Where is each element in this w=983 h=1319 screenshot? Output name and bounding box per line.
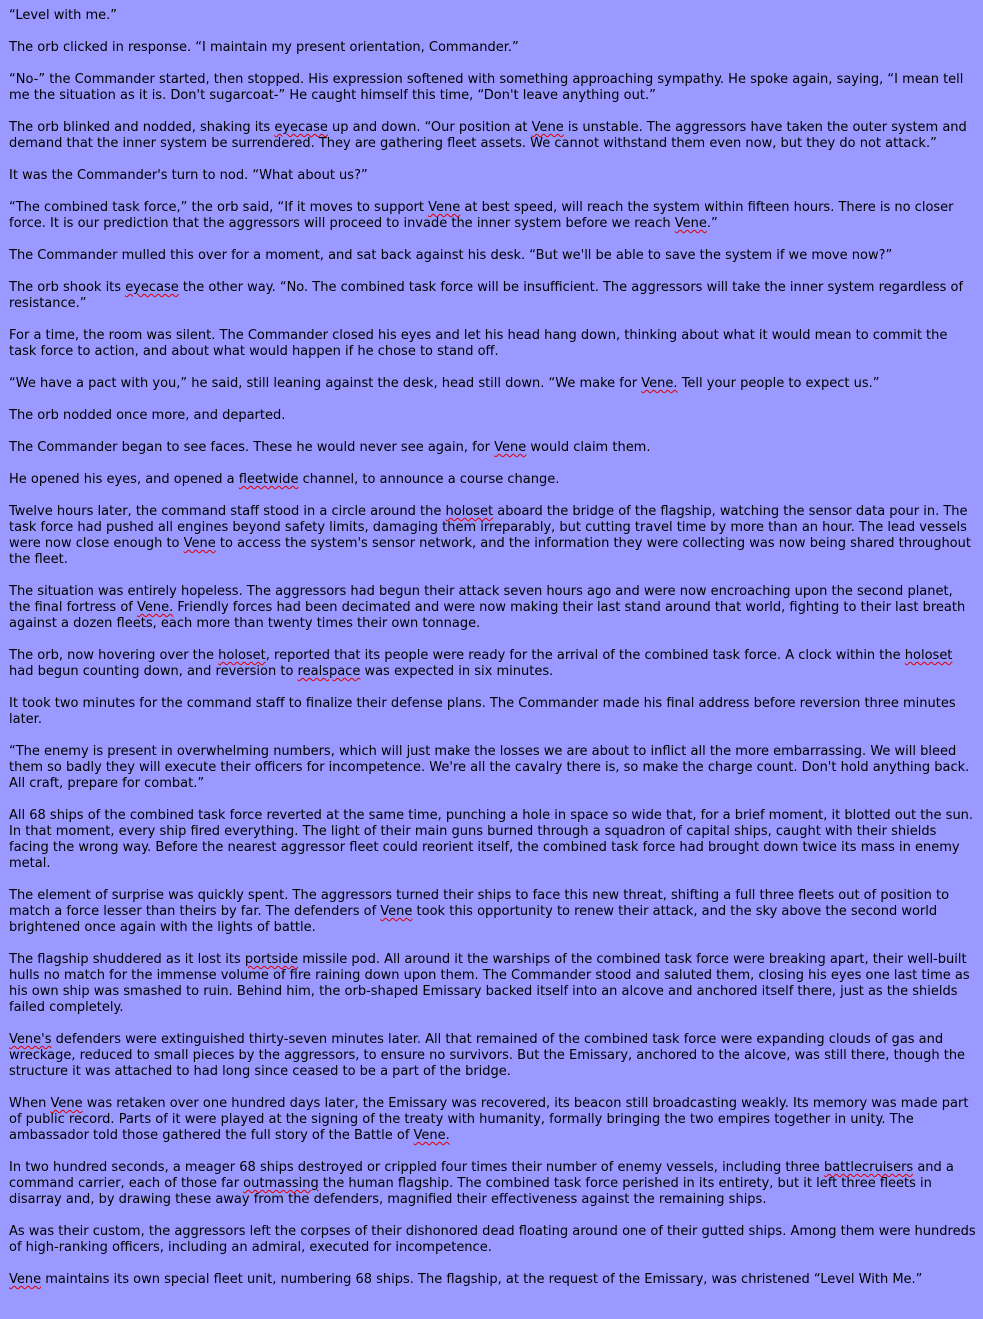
text-run: The Commander began to see faces. These he would never see again, for: [9, 440, 495, 455]
text-run: For a time, the room was silent. The Commander closed his eyes and let his head hang down, thinking about what it would mean to commit the task force to action, and about what would happen if he chose to stand off.: [9, 328, 948, 359]
misspelled-word: Vene: [183, 536, 216, 551]
misspelled-word: fleetwide: [238, 472, 299, 487]
story-paragraph: [9, 328, 977, 360]
text-run: was retaken over one hundred days later, the Emissary was recovered, its beacon still broadcasting weakly. Its memory was made part of public record. Parts of it were played at the signing of the treaty with humanity, formally bringing the two empires together in unity. The ambassador told those gathered the full story of the Battle of: [9, 1096, 969, 1143]
story-paragraph: [9, 72, 977, 104]
misspelled-word: Vene's: [9, 1032, 52, 1047]
misspelled-word: Vene: [674, 216, 707, 231]
misspelled-word: realspace: [297, 664, 361, 679]
text-run: is unstable. The aggressors have taken the outer system and demand that the inner system be surrendered. They are gathering fleet assets. We cannot withstand them even now, but they do not attack.”: [9, 120, 967, 151]
text-run: up and down. “Our position at: [327, 120, 532, 135]
story-paragraph: [9, 440, 977, 456]
story-paragraph: [9, 1224, 977, 1256]
text-run: had begun counting down, and reversion to: [9, 664, 298, 679]
story-paragraph: [9, 648, 977, 680]
text-run: It took two minutes for the command staff to finalize their defense plans. The Commander made his final address before reversion three minutes later.: [9, 696, 956, 727]
text-run: the human flagship. The combined task force perished in its entirety, but it left three fleets in disarray and, by drawing these away from the defenders, magnified their effectiveness against the remaining ships.: [9, 1176, 932, 1207]
misspelled-word: eyecase: [274, 120, 328, 135]
text-run: It was the Commander's turn to nod. “What about us?”: [9, 168, 368, 183]
text-run: at best speed, will reach the system within fifteen hours. There is no closer force. It is our prediction that the aggressors will proceed to invade the inner system before we reach: [9, 200, 954, 231]
text-run: The flagship shuddered as it lost its: [9, 952, 245, 967]
text-run: In two hundred seconds, a meager 68 ships destroyed or crippled four times their number of enemy vessels, including three: [9, 1160, 824, 1175]
story-paragraph: [9, 504, 977, 568]
text-run: When: [9, 1096, 51, 1111]
text-run: the other way. “No. The combined task force will be insufficient. The aggressors will take the inner system regardless of resistance.”: [9, 280, 964, 311]
text-run: The orb, now hovering over the: [9, 648, 219, 663]
text-run: aboard the bridge of the flagship, watching the sensor data pour in. The task force had pushed all engines beyond safety limits, damaging them irreparably, but cutting travel time by more than an hour. The lead vessels were now close enough to: [9, 504, 968, 551]
story-paragraph: [9, 8, 977, 24]
text-run: The Commander mulled this over for a moment, and sat back against his desk. “But we'll be able to save the system if we move now?”: [9, 248, 893, 263]
text-run: As was their custom, the aggressors left the corpses of their dishonored dead floating around one of their gutted ships. Among them were hundreds of high-ranking officers, including an admiral, executed for incompetence.: [9, 1224, 976, 1255]
text-run: Twelve hours later, the command staff stood in a circle around the: [9, 504, 446, 519]
misspelled-word: eyecase: [125, 280, 179, 295]
text-run: to access the system's sensor network, and the information they were collecting was now being shared throughout the fleet.: [9, 536, 971, 567]
text-run: and a command carrier, each of those far: [9, 1160, 954, 1191]
misspelled-word: Vene: [531, 120, 564, 135]
story-paragraph: [9, 744, 977, 792]
text-run: The orb clicked in response. “I maintain my present orientation, Commander.”: [9, 40, 519, 55]
text-run: , reported that its people were ready for the arrival of the combined task force. A clock within the: [265, 648, 905, 663]
story-paragraph: [9, 584, 977, 632]
text-run: was expected in six minutes.: [360, 664, 554, 679]
misspelled-word: outmassing: [243, 1176, 319, 1191]
misspelled-word: Vene: [9, 1272, 42, 1287]
text-run: The orb nodded once more, and departed.: [9, 408, 286, 423]
misspelled-word: holoset: [904, 648, 953, 663]
text-run: Friendly forces had been decimated and were now making their last stand around that world, fighting to their last breath against a dozen fleets, each more than twenty times their own tonnage.: [9, 600, 966, 631]
misspelled-word: portside: [244, 952, 299, 967]
story-paragraph: [9, 1096, 977, 1144]
text-run: “The enemy is present in overwhelming numbers, which will just make the losses we are about to inflict all the more embarrassing. We will bleed them so badly they will execute their officers for incompetence. We're all the cavalry there is, so make the charge count. Don't hold anything back. All craft, prepare for combat.”: [9, 744, 970, 791]
story-paragraph: [9, 696, 977, 728]
misspelled-word: Vene: [428, 200, 461, 215]
story-paragraph: [9, 408, 977, 424]
text-run: The orb shook its: [9, 280, 126, 295]
text-run: Tell your people to expect us.”: [677, 376, 880, 391]
story-paragraph: [9, 1160, 977, 1208]
text-run: channel, to announce a course change.: [298, 472, 560, 487]
text-run: “No-” the Commander started, then stopped. His expression softened with something approaching sympathy. He spoke again, saying, “I mean tell me the situation as it is. Don't sugarcoat-” He caught himself this time, “Don't leave anything out.”: [9, 72, 964, 103]
text-run: defenders were extinguished thirty-seven minutes later. All that remained of the combined task force were expanding clouds of gas and wreckage, reduced to small pieces by the aggressors, to ensure no survivors. But the Emissary, anchored to the alcove, was still there, though the structure it was attached to had long since ceased to be a part of the bridge.: [9, 1032, 966, 1079]
text-run: He opened his eyes, and opened a: [9, 472, 239, 487]
misspelled-word: Vene: [494, 440, 527, 455]
text-run: missile pod. All around it the warships of the combined task force were breaking apart, their well-built hulls no match for the immense volume of fire raining down upon them. The Commander stood and saluted them, closing his eyes one last time as his own ship was smashed to ruin. Behind him, the orb-shaped Emissary backed itself into an alcove and anchored itself there, just as the shields failed completely.: [9, 952, 970, 1015]
story-paragraph: [9, 248, 977, 264]
story-paragraph: [9, 952, 977, 1016]
story-paragraph: [9, 1032, 977, 1080]
misspelled-word: holoset: [445, 504, 494, 519]
story-paragraph: [9, 1272, 977, 1288]
text-run: The orb blinked and nodded, shaking its: [9, 120, 275, 135]
misspelled-word: Vene.: [413, 1128, 450, 1143]
story-paragraph: [9, 40, 977, 56]
misspelled-word: Vene.: [641, 376, 678, 391]
text-run: .”: [706, 216, 718, 231]
text-run: “Level with me.”: [9, 8, 118, 23]
misspelled-word: Vene: [380, 904, 413, 919]
misspelled-word: Vene: [50, 1096, 83, 1111]
story-paragraph: [9, 120, 977, 152]
story-paragraph: [9, 168, 977, 184]
text-run: “The combined task force,” the orb said, “If it moves to support: [9, 200, 429, 215]
story-paragraph: [9, 472, 977, 488]
text-run: would claim them.: [526, 440, 651, 455]
text-run: maintains its own special fleet unit, numbering 68 ships. The flagship, at the request of the Emissary, was christened “Level With Me.”: [41, 1272, 923, 1287]
story-paragraph: [9, 200, 977, 232]
story-paragraph: [9, 280, 977, 312]
misspelled-word: battlecruisers: [823, 1160, 914, 1175]
misspelled-word: Vene.: [136, 600, 174, 615]
text-run: took this opportunity to renew their attack, and the sky above the second world brightened once again with the lights of battle.: [9, 904, 938, 935]
misspelled-word: holoset: [218, 648, 266, 663]
story-paragraph: [9, 376, 977, 392]
text-run: All 68 ships of the combined task force reverted at the same time, punching a hole in space so wide that, for a brief moment, it blotted out the sun. In that moment, every ship fired everything. The light of their main guns burned through a squadron of capital ships, caught with their shields facing the wrong way. Before the nearest aggressor fleet could reorient itself, the combined task force had brought down twice its mass in enemy metal.: [9, 808, 974, 871]
text-run: “We have a pact with you,” he said, still leaning against the desk, head still down. “We make for: [9, 376, 642, 391]
story-paragraph: [9, 888, 977, 936]
text-run: The situation was entirely hopeless. The aggressors had begun their attack seven hours ago and were now encroaching upon the second planet, the final fortress of: [9, 584, 953, 615]
story-paragraph: [9, 808, 977, 872]
text-run: The element of surprise was quickly spent. The aggressors turned their ships to face this new threat, shifting a full three fleets out of position to match a force lesser than theirs by far. The defenders of: [9, 888, 950, 919]
